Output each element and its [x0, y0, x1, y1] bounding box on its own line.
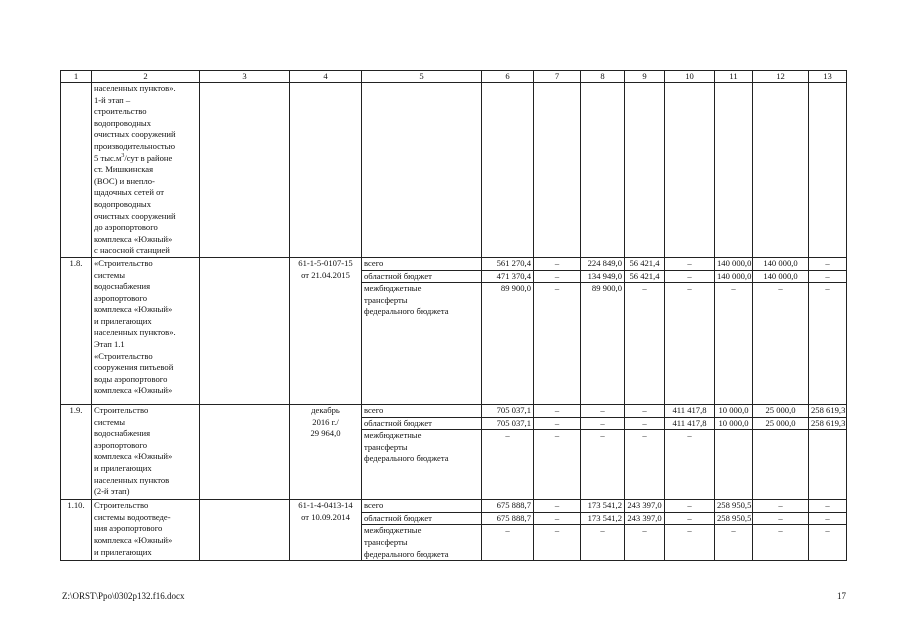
cell-value: – [665, 257, 715, 270]
cell-value: – [534, 270, 581, 283]
name-line: комплекса «Южный» [94, 304, 173, 315]
page-number: 17 [837, 591, 846, 601]
col-header: 1 [61, 71, 92, 83]
cell-doc [290, 257, 362, 404]
doc-line: 29 964,0 [310, 428, 341, 439]
name-line: очистных сооружений [94, 210, 176, 221]
cell-value: – [534, 405, 581, 418]
name-line: населенных пунктов». [94, 83, 176, 93]
doc-line: 61-1-4-0413-14 [298, 500, 353, 511]
cell-value: 140 000,0 [715, 270, 753, 283]
cell-num [61, 83, 92, 258]
cell-name [92, 83, 200, 258]
budget-table [60, 70, 847, 561]
col-header: 6 [482, 71, 534, 83]
source-line: трансферты [364, 441, 408, 452]
cell-value: – [581, 430, 625, 500]
cell-value: 258 950,5 [715, 500, 753, 513]
table-row [61, 257, 847, 270]
cell-value: 25 000,0 [753, 417, 809, 430]
cell-value: 258 619,3 [809, 405, 847, 418]
cell-value: 56 421,4 [625, 270, 665, 283]
cell-value: – [809, 257, 847, 270]
cell-empty [715, 83, 753, 258]
doc-line: 61-1-5-0107-15 [298, 257, 353, 268]
cell-value: 173 541,2 [581, 500, 625, 513]
cell-source [362, 525, 482, 561]
col-header: 10 [665, 71, 715, 83]
cell-value: – [753, 512, 809, 525]
cell-num: 1.10. [61, 500, 92, 561]
cell-value: – [665, 430, 715, 500]
name-line: и прилегающих [94, 546, 152, 557]
cell-value: – [581, 525, 625, 561]
cell-value: – [534, 512, 581, 525]
header-row [61, 71, 847, 83]
cell-value: 224 849,0 [581, 257, 625, 270]
name-line: (2-й этап) [94, 486, 130, 497]
cell-value: – [534, 430, 581, 500]
cell-value: – [534, 257, 581, 270]
cell-empty [809, 83, 847, 258]
name-line: «Строительство [94, 350, 153, 361]
name-line: комплекса «Южный» [94, 451, 173, 462]
doc-line: декабрь [311, 405, 340, 416]
table-row [61, 500, 847, 513]
name-line: ст. Мишкинская [94, 164, 154, 175]
cell-empty [200, 83, 290, 258]
col-header: 8 [581, 71, 625, 83]
col-header: 12 [753, 71, 809, 83]
cell-value: 258 619,3 [809, 417, 847, 430]
name-line: водоснабжения [94, 281, 151, 292]
name-line: с насосной станцией [94, 245, 170, 256]
cell-source [362, 283, 482, 405]
name-line: населенных пунктов [94, 474, 170, 485]
name-line: Строительство [94, 405, 149, 416]
name-line-tail: /сут в районе [124, 152, 173, 163]
source-line: федерального бюджета [364, 306, 449, 317]
name-line: сооружения питьевой [94, 362, 174, 373]
cell-value: – [534, 500, 581, 513]
cell-value: – [534, 525, 581, 561]
name-line: комплекса «Южный» [94, 385, 173, 396]
name-line: 1-й этап – [94, 94, 131, 105]
cell-source: областной бюджет [362, 270, 482, 283]
source-line: федерального бюджета [364, 548, 449, 559]
col-header: 5 [362, 71, 482, 83]
name-line: системы водоотведе- [94, 511, 171, 522]
cell-value [753, 430, 809, 500]
cell-empty [625, 83, 665, 258]
name-line: комплекса «Южный» [94, 233, 173, 244]
name-line: системы [94, 416, 126, 427]
cell-value: 10 000,0 [715, 405, 753, 418]
name-line: очистных сооружений [94, 129, 176, 140]
cell-value: – [809, 512, 847, 525]
source-line: трансферты [364, 537, 408, 548]
cell-empty [290, 83, 362, 258]
cell-value: – [809, 525, 847, 561]
cell-value: 56 421,4 [625, 257, 665, 270]
table-row [61, 405, 847, 418]
cell-value: – [665, 500, 715, 513]
name-line: водоснабжения [94, 428, 151, 439]
cell-empty [753, 83, 809, 258]
cell-value: 134 949,0 [581, 270, 625, 283]
cell-value: 173 541,2 [581, 512, 625, 525]
source-line: межбюджетные [364, 283, 422, 294]
col-header: 3 [200, 71, 290, 83]
cell-value: 411 417,8 [665, 405, 715, 418]
cell-value: – [482, 525, 534, 561]
cell-value: 675 888,7 [482, 500, 534, 513]
name-line: аэропортового [94, 439, 148, 450]
cell-num: 1.9. [61, 405, 92, 500]
cell-value: – [534, 417, 581, 430]
superscript: 3 [121, 152, 125, 159]
name-line: строительство [94, 106, 147, 117]
cell-source: всего [362, 500, 482, 513]
name-line: производительностью [94, 140, 176, 151]
source-line: трансферты [364, 294, 408, 305]
cell-value: 243 397,0 [625, 500, 665, 513]
cell-empty [534, 83, 581, 258]
cell-empty [362, 83, 482, 258]
cell-value: – [665, 283, 715, 405]
cell-value: – [809, 270, 847, 283]
cell-value: – [665, 270, 715, 283]
cell-value: – [534, 283, 581, 405]
cell-value [715, 430, 753, 500]
cell-value: – [482, 430, 534, 500]
name-line: населенных пунктов». [94, 327, 176, 338]
cell-value: 140 000,0 [715, 257, 753, 270]
cell-value: – [753, 500, 809, 513]
doc-line: 2016 г./ [312, 416, 339, 427]
col-header: 4 [290, 71, 362, 83]
cell-num: 1.8. [61, 257, 92, 404]
cell-value: – [625, 405, 665, 418]
cell-value: – [625, 283, 665, 405]
cell-value: – [665, 512, 715, 525]
cell-value: 25 000,0 [753, 405, 809, 418]
name-line: и прилегающих [94, 315, 152, 326]
continuation-row [61, 83, 847, 258]
cell-name [92, 405, 200, 500]
name-line: щадочных сетей от [94, 187, 165, 198]
cell-value: 89 900,0 [581, 283, 625, 405]
cell-name [92, 257, 200, 404]
cell-value: – [715, 525, 753, 561]
cell-value: 411 417,8 [665, 417, 715, 430]
cell-value: – [625, 417, 665, 430]
cell-source: всего [362, 405, 482, 418]
cell-source: всего [362, 257, 482, 270]
cell-empty [665, 83, 715, 258]
name-line: аэропортового [94, 292, 148, 303]
name-line: водопроводных [94, 198, 152, 209]
source-line: межбюджетные [364, 430, 422, 441]
cell-doc [290, 405, 362, 500]
footer-file-path: Z:\ORST\Ppo\0302p132.f16.docx [62, 591, 185, 601]
cell-value: 89 900,0 [482, 283, 534, 405]
cell-value: – [581, 417, 625, 430]
cell-value: 243 397,0 [625, 512, 665, 525]
name-line: до аэропортового [94, 222, 158, 233]
cell-empty [482, 83, 534, 258]
cell-empty [200, 405, 290, 500]
cell-value: 705 037,1 [482, 405, 534, 418]
cell-name [92, 500, 200, 561]
col-header: 7 [534, 71, 581, 83]
name-line: Строительство [94, 500, 149, 511]
name-line: водопроводных [94, 117, 152, 128]
cell-empty [581, 83, 625, 258]
name-line: системы [94, 269, 126, 280]
cell-value: – [809, 283, 847, 405]
cell-source [362, 430, 482, 500]
name-line: воды аэропортового [94, 373, 168, 384]
name-line: комплекса «Южный» [94, 535, 173, 546]
cell-source: областной бюджет [362, 417, 482, 430]
cell-value: 705 037,1 [482, 417, 534, 430]
col-header: 9 [625, 71, 665, 83]
cell-value: 140 000,0 [753, 270, 809, 283]
cell-value: 675 888,7 [482, 512, 534, 525]
cell-value: 471 370,4 [482, 270, 534, 283]
cell-value: – [809, 500, 847, 513]
name-line [94, 153, 197, 165]
cell-value: – [625, 525, 665, 561]
cell-value [809, 430, 847, 500]
doc-line: от 21.04.2015 [301, 269, 350, 280]
cell-empty [200, 500, 290, 561]
cell-empty [200, 257, 290, 404]
name-line: ния аэропортового [94, 523, 163, 534]
cell-value: – [581, 405, 625, 418]
cell-value: – [665, 525, 715, 561]
name-line-start: 5 тыс.м [94, 152, 122, 163]
cell-value: 258 950,5 [715, 512, 753, 525]
cell-source: областной бюджет [362, 512, 482, 525]
source-line: федерального бюджета [364, 453, 449, 464]
name-line: «Строительство [94, 257, 153, 268]
name-line: Этап 1.1 [94, 339, 125, 350]
cell-value: 561 270,4 [482, 257, 534, 270]
source-line: межбюджетные [364, 525, 422, 536]
name-line: (ВОС) и внепло- [94, 175, 155, 186]
cell-value: – [715, 283, 753, 405]
col-header: 13 [809, 71, 847, 83]
cell-doc [290, 500, 362, 561]
cell-value: – [625, 430, 665, 500]
cell-value: – [753, 525, 809, 561]
col-header: 11 [715, 71, 753, 83]
cell-value: – [753, 283, 809, 405]
doc-line: от 10.09.2014 [301, 511, 350, 522]
col-header: 2 [92, 71, 200, 83]
name-line: и прилегающих [94, 463, 152, 474]
cell-value: 140 000,0 [753, 257, 809, 270]
cell-value: 10 000,0 [715, 417, 753, 430]
